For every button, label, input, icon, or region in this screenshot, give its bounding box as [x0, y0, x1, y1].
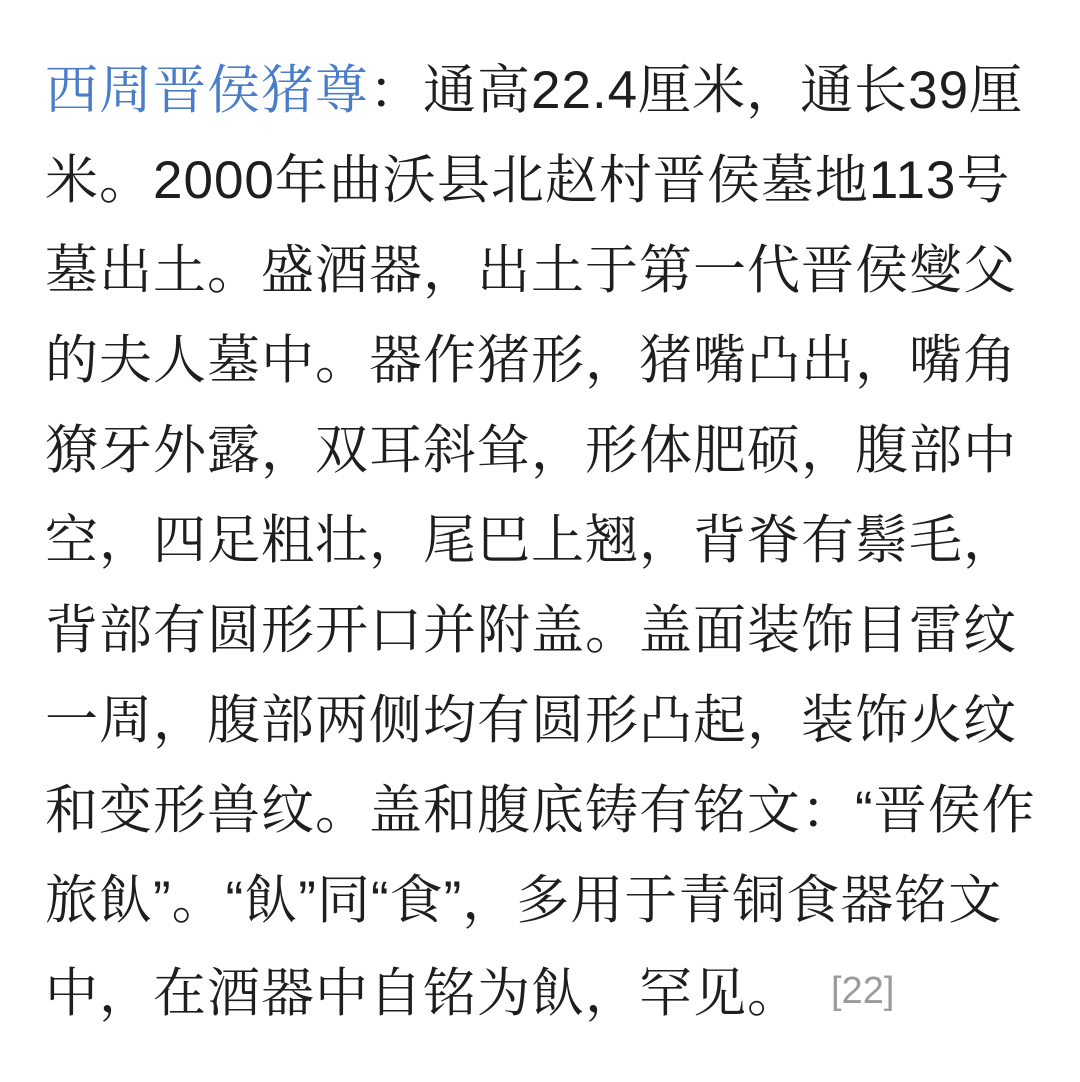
text-line-10: 旅飤”。“飤”同“食”，多用于青铜食器铭文: [45, 871, 1003, 930]
text-line-9: 和变形兽纹。盖和腹底铸有铭文：“晋侯作: [45, 781, 1036, 840]
text-line-7: 背部有圆形开口并附盖。盖面装饰目雷纹: [45, 601, 1017, 660]
text-line-4: 的夫人墓中。器作猪形，猪嘴凸出，嘴角: [45, 331, 1017, 390]
text-line-11: [45, 946, 1038, 1036]
text-line-1: [45, 46, 1038, 136]
text-line-6: 空，四足粗壮，尾巴上翘，背脊有鬃毛，: [45, 511, 1017, 570]
text-line-5: 獠牙外露，双耳斜耸，形体肥硕，腹部中: [45, 421, 1017, 480]
citation-ref-link[interactable]: [22]: [831, 970, 895, 1012]
text-line-2: 米。2000年曲沃县北赵村晋侯墓地113号: [45, 151, 1011, 210]
text-line-3: 墓出土。盛酒器，出土于第一代晋侯燮父: [45, 241, 1017, 300]
entry-term-link[interactable]: 西周晋侯猪尊: [45, 61, 369, 120]
line-text-11: 中，在酒器中自铭为飤，罕见。: [45, 964, 801, 1023]
line-text-1: ：通高22.4厘米，通长39厘: [369, 61, 1024, 120]
text-line-8: 一周，腹部两侧均有圆形凸起，装饰火纹: [45, 691, 1017, 750]
